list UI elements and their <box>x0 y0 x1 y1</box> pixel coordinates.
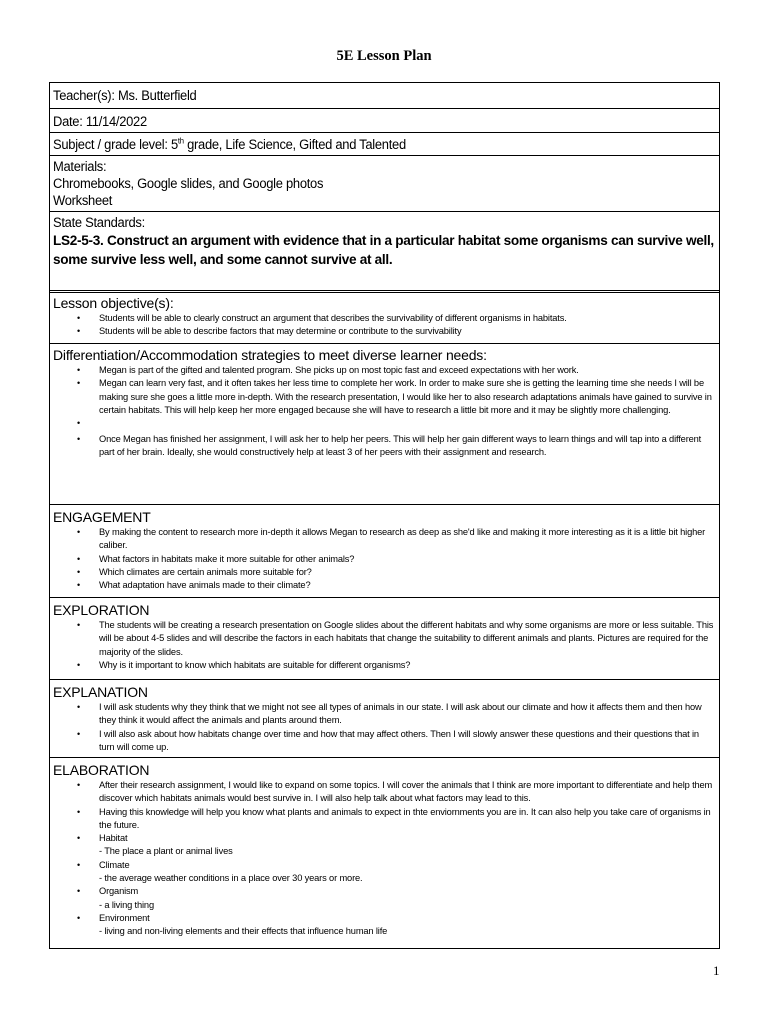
bullet-icon: • <box>77 365 81 375</box>
list-item-text: Habitat <box>99 833 128 844</box>
list-item <box>77 526 715 553</box>
bullet-icon: • <box>77 326 81 337</box>
subject-row <box>50 133 719 156</box>
section-heading: EXPLORATION <box>53 602 150 618</box>
list-item <box>77 619 715 659</box>
bullet-icon: • <box>77 780 81 790</box>
list-item-text: Having this knowledge will help you know what plants and animals to expect in thte enviornments you are in. It can also help you take care of organisms in the future. <box>99 806 711 830</box>
bullet-icon: • <box>77 728 81 739</box>
explanation-section <box>50 680 719 758</box>
teacher-row <box>50 83 719 109</box>
engagement-list <box>53 526 715 592</box>
document-title: 5E Lesson Plan <box>336 48 432 64</box>
list-item <box>77 312 715 325</box>
list-item <box>77 701 715 728</box>
standards-heading: State Standards: <box>53 215 145 230</box>
bullet-icon: • <box>77 702 81 712</box>
list-item <box>77 912 715 939</box>
explanation-list <box>53 701 715 754</box>
differentiation-list <box>53 364 715 460</box>
bullet-icon: • <box>77 313 81 323</box>
materials-heading: Materials: <box>53 159 107 174</box>
bullet-icon: • <box>77 580 81 591</box>
bullet-icon: • <box>77 553 81 564</box>
definition-text: - a living thing <box>99 899 154 910</box>
objectives-section <box>50 293 719 344</box>
date-text: Date: 11/14/2022 <box>53 114 147 129</box>
list-item-text: By making the content to research more in-depth it allows Megan to research as deep as she'd like and making it more interesting as it is a little bit higher caliber. <box>99 527 706 551</box>
list-item-text: I will ask students why they think that we might not see all types of animals in our state. I will ask about our climate and how it affects them and then how they think it would affect the animals and plants around them. <box>99 702 702 726</box>
bullet-icon: • <box>77 378 81 389</box>
teacher-text: Teacher(s): Ms. Butterfield <box>53 88 197 103</box>
list-item <box>77 377 715 417</box>
list-item-text: Environment <box>99 912 150 923</box>
list-item <box>77 779 715 806</box>
list-item-text: Megan is part of the gifted and talented program. She picks up on most topic fast and exceed expectations with her work. <box>99 365 579 375</box>
list-item <box>77 806 715 833</box>
lesson-plan-table <box>49 82 720 949</box>
list-item-text: Why is it important to know which habitats are suitable for different organisms? <box>99 659 411 670</box>
list-item-text: Students will be able to clearly construct an argument that describes the survivability of different organisms in habitats. <box>99 313 567 323</box>
bullet-icon: • <box>77 659 81 670</box>
list-item-text: Organism <box>99 886 139 897</box>
standards-text: LS2-5-3. Construct an argument with evidence that in a particular habitat some organisms can survive well, some survive less well, and some cannot survive at all. <box>53 233 714 267</box>
list-item-text: Which climates are certain animals more suitable for? <box>99 566 312 577</box>
bullet-icon: • <box>77 859 81 870</box>
section-heading: EXPLANATION <box>53 684 148 700</box>
section-heading: Lesson objective(s): <box>53 295 174 311</box>
subject-text-end: grade, Life Science, Gifted and Talented <box>183 137 406 152</box>
list-item <box>77 566 715 579</box>
list-item-text: I will also ask about how habitats change over time and how that may affect others. Then I will slowly answer these questions and their questions that in turn will come up. <box>99 728 699 752</box>
materials-row <box>50 156 719 212</box>
materials-line: Worksheet <box>53 193 113 208</box>
bullet-icon: • <box>77 833 81 844</box>
elaboration-section <box>50 758 719 948</box>
section-heading: ENGAGEMENT <box>53 509 151 525</box>
date-row <box>50 109 719 133</box>
standards-row <box>50 212 719 293</box>
section-heading: Differentiation/Accommodation strategies to meet diverse learner needs: <box>53 347 487 363</box>
exploration-list <box>53 619 715 672</box>
subject-superscript: th <box>177 136 184 146</box>
list-item <box>77 659 715 672</box>
list-item <box>77 364 715 377</box>
bullet-icon: • <box>77 434 81 445</box>
definition-text: - the average weather conditions in a place over 30 years or more. <box>99 873 363 884</box>
objectives-list <box>53 312 715 339</box>
page-number: 1 <box>713 963 720 978</box>
subject-text-start: Subject / grade level: 5 <box>53 137 178 152</box>
bullet-icon: • <box>77 806 81 817</box>
bullet-icon: • <box>77 566 81 577</box>
bullet-icon: • <box>77 418 81 429</box>
list-item-text: The students will be creating a research presentation on Google slides about the different habitats and why some organisms are more or less suitable. This will be about 4-5 slides and will describe the factors in each habitats that change the suitability to different animals and plants. Pictures are required for the majority of the slides. <box>99 620 714 657</box>
exploration-section <box>50 598 719 680</box>
bullet-icon: • <box>77 620 81 630</box>
elaboration-list <box>53 779 715 939</box>
list-item-text: Megan can learn very fast, and it often takes her less time to complete her work. In order to make sure she is getting the learning time she needs I will be making sure she goes a little more in-depth. With the research presentation, I would like her to also research adaptations animals have gained to survive in certain habitats. This will help keep her more engaged because she will have to research a little bit more and it may be slightly more challenging. <box>99 378 712 415</box>
list-item-text: Once Megan has finished her assignment, I will ask her to help her peers. This will help her gain different ways to learn things and will tap into a different part of her brain. Ideally, she would constructively help at least 3 of her peers with their assignment and research. <box>99 434 702 458</box>
bullet-icon: • <box>77 886 81 897</box>
list-item-text: What factors in habitats make it more suitable for other animals? <box>99 553 355 564</box>
list-item <box>77 579 715 592</box>
list-item <box>77 433 715 460</box>
list-item-text: What adaptation have animals made to their climate? <box>99 580 311 591</box>
list-item <box>77 728 715 755</box>
differentiation-section <box>50 344 719 505</box>
list-item-text: Students will be able to describe factors that may determine or contribute to the survivability <box>99 326 462 337</box>
section-heading: ELABORATION <box>53 762 150 778</box>
bullet-icon: • <box>77 912 81 923</box>
list-item-text: Climate <box>99 859 130 870</box>
list-item-text: After their research assignment, I would like to expand on some topics. I will cover the animals that I think are more important to differentiate and help them discover which habitats animals would best survive in. I will also help talk about what factors may lead to this. <box>99 780 713 804</box>
list-item <box>77 417 715 433</box>
list-item <box>77 832 715 859</box>
subject-text <box>53 136 689 153</box>
bullet-icon: • <box>77 527 81 537</box>
list-item <box>77 553 715 566</box>
definition-text: - The place a plant or animal lives <box>99 846 233 857</box>
materials-line: Chromebooks, Google slides, and Google photos <box>53 176 324 191</box>
list-item <box>77 859 715 886</box>
list-item <box>77 885 715 912</box>
definition-text: - living and non-living elements and their effects that influence human life <box>99 926 388 937</box>
engagement-section <box>50 505 719 598</box>
list-item <box>77 325 715 338</box>
